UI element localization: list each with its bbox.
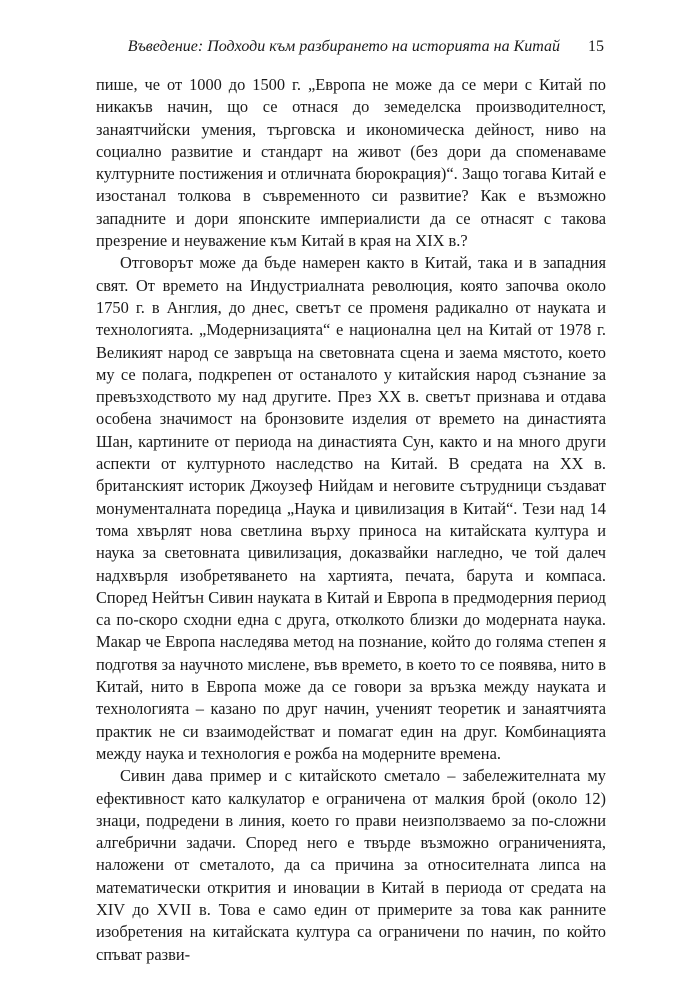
paragraph: Отговорът може да бъде намерен както в Китай, така и в западния свят. От времето на Индустриалната революция, която започва около 1750 г. в Англия, до днес, светът се променя радикално от науката и технологията. „Модернизацията“ е национална цел на Китай от 1978 г. Великият народ се завръща на световната сцена и заема мястото, което му се полага, подкрепен от останалото у китайския народ съзнание за превъзходството му над другите. През XX в. светът признава и отдава особена значимост на бронзовите изделия от времето на династията Шан, картините от периода на династията Сун, както и на много други аспекти от културното наследство на Китай. В средата на XX в. британският историк Джоузеф Нийдам и неговите сътрудници създават монументалната поредица „Наука и цивилизация в Китай“. Тези над 14 тома хвърлят нова светлина върху приноса на китайската култура и наука за световната цивилизация, доказвайки нагледно, че той далеч надхвърля изобретяването на хартията, печата, барута и компаса. Според Нейтън Сивин науката в Китай и Европа в предмодерния период са по-скоро сходни една с друга, отколкото близки до модерната наука. Макар че Европа наследява метод на познание, който до голяма степен я подготвя за научното мислене, във времето, в което то се появява, нито в Китай, нито в Европа може да се говори за връзка между науката и технологията – казано по друг начин, ученият теоретик и занаятчията практик не си взаимодействат и помагат един на друг. Комбинацията между наука и технология е рожба на модерните времена.: [96, 253, 606, 763]
chapter-title: Въведение: Подходи към разбирането на историята на Китай: [127, 38, 560, 55]
running-header: [120, 38, 604, 62]
body-text: [96, 74, 606, 966]
paragraph: Сивин дава пример и с китайското сметало – забележителната му ефективност като калкулатор е ограничена от малкия брой (около 12) знаци, подредени в линия, което го прави неизползваемо за по-сложни алгебрични задачи. Според него е твърде възможно ограниченията, наложени от сметалото, да са причина за относителната липса на математически открития и иновации в Китай в периода от средата на XIV до XVII в. Това е само един от примерите за това как ранните изобретения на китайската култура са ограничени по начин, по който спъват разви-: [96, 766, 606, 964]
paragraph-continuation: пише, че от 1000 до 1500 г. „Европа не може да се мери с Китай по никакъв начин, що се отнася до земеделска производителност, занаятчийски умения, търговска и икономическа дейност, ниво на социално развитие и стандарт на живот (без дори да споменаваме културните постижения и отличната бюрокрация)“. Защо тогава Китай е изостанал толкова в съвременното си развитие? Как е възможно западните и дори японските империалисти да се отнасят с такова презрение и неуважение към Китай в края на XIX в.?: [96, 75, 606, 251]
page-number: 15: [588, 38, 604, 55]
